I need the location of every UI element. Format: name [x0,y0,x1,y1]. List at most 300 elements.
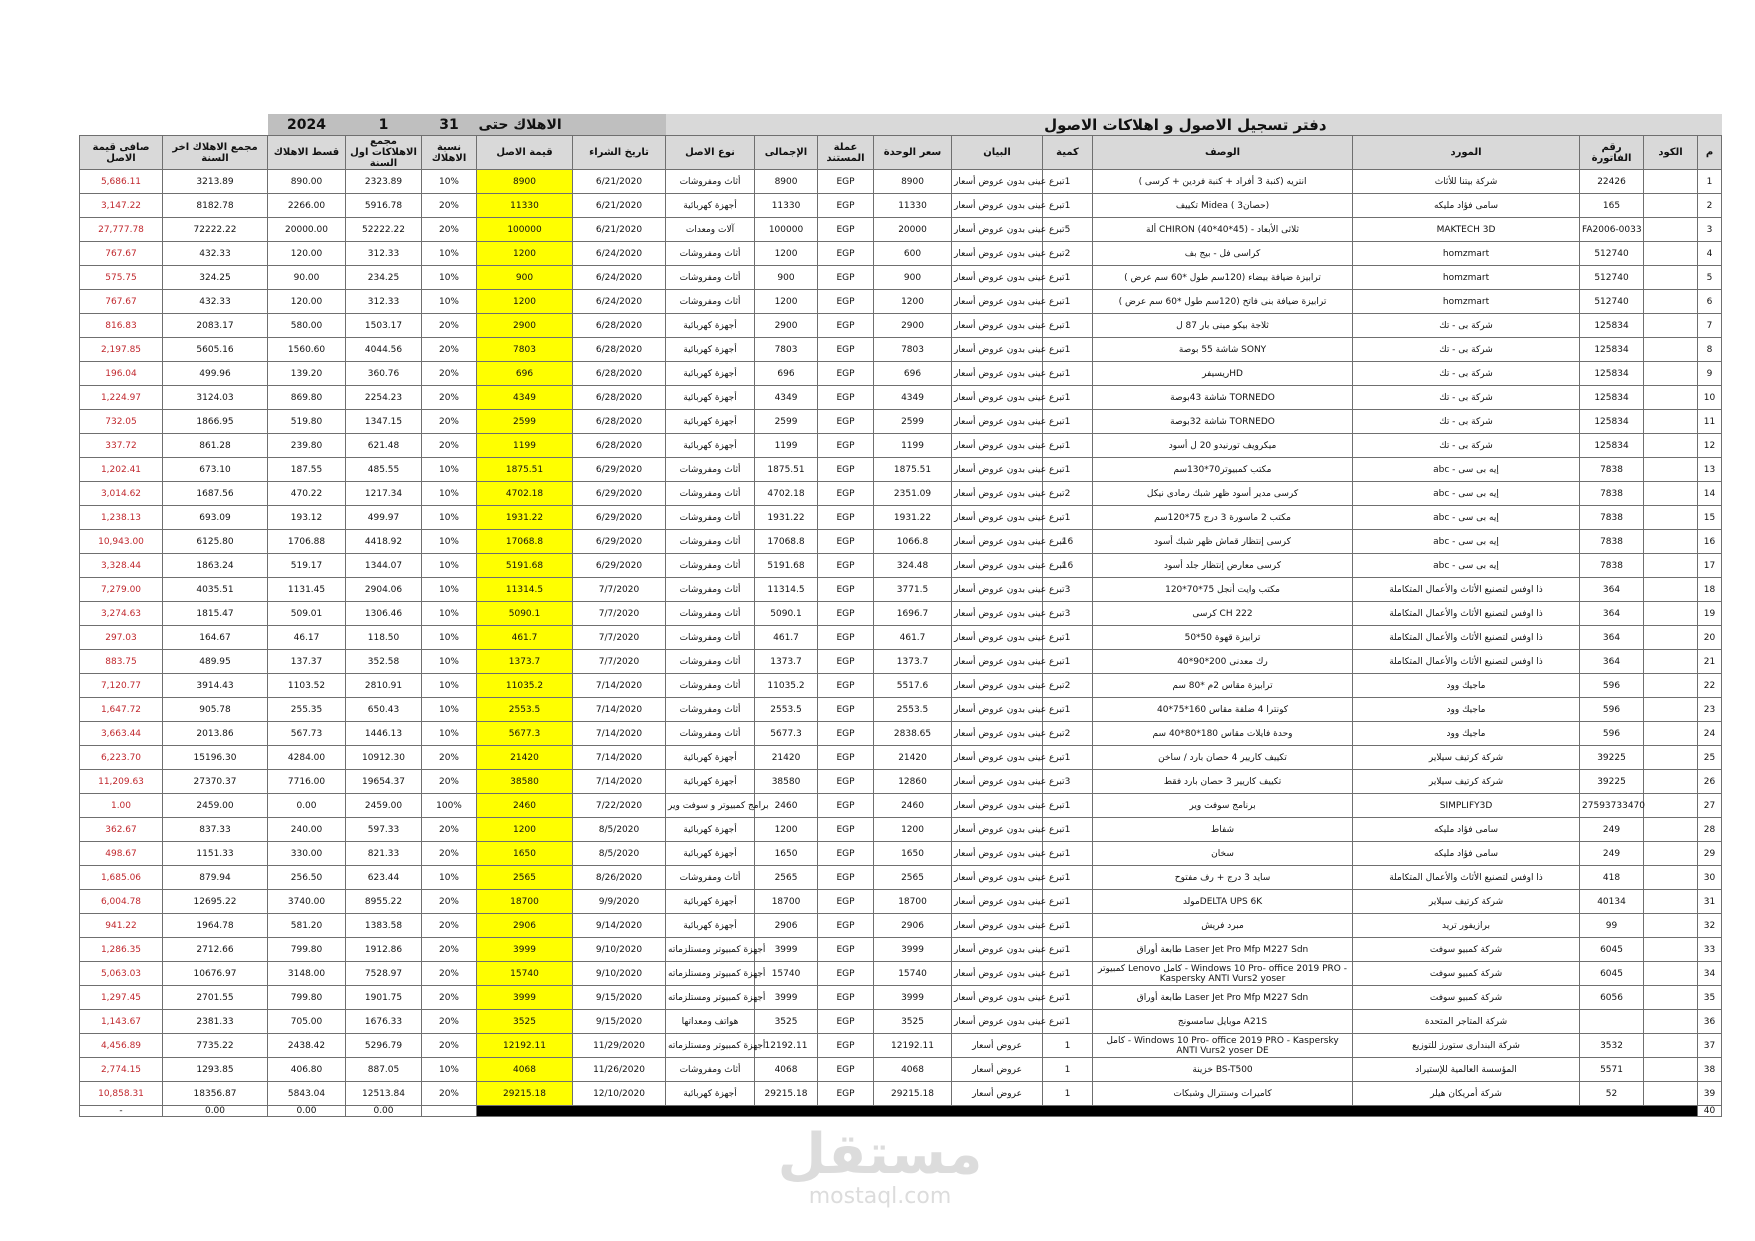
cell-total: 29215.18 [755,1082,818,1106]
cell-statement: تبرع عينى بدون عروض أسعار [952,818,1043,842]
cell-rate: 20% [422,1034,477,1058]
cell-desc: كرسى معارض إنتظار جلد أسود [1093,554,1353,578]
cell-m: 37 [1698,1034,1722,1058]
cell-desc: تكييف كاريير 3 حصان بارد فقط [1093,770,1353,794]
cell-desc: كرسى مدير أسود ظهر شبك رمادى نيكل [1093,482,1353,506]
cell-total: 2599 [755,410,818,434]
table-row [80,986,1722,1010]
cell-qty: 1 [1043,1058,1093,1082]
cell-accum-start: 485.55 [346,458,422,482]
cell-qty: 3 [1043,770,1093,794]
cell-desc: شاشة 32بوصة TORNEDO [1093,410,1353,434]
cell-installment: 580.00 [268,314,346,338]
cell-date: 6/29/2020 [573,554,666,578]
cell-statement: تبرع عينى بدون عروض أسعار [952,362,1043,386]
cell-net: 11,209.63 [80,770,163,794]
cell-date: 9/9/2020 [573,890,666,914]
cell-installment: 1103.52 [268,674,346,698]
cell-net: 6,004.78 [80,890,163,914]
title-row [80,114,1722,136]
cell-unit-price: 29215.18 [874,1082,952,1106]
cell-invoice: 125834 [1580,362,1644,386]
cell-code [1644,530,1698,554]
cell-total: 8900 [755,170,818,194]
table-row [80,962,1722,986]
cell-supplier: شركة كمبيو سوفت [1353,986,1580,1010]
cell-net: 4,456.89 [80,1034,163,1058]
table-row [80,938,1722,962]
cell-statement: تبرع عينى بدون عروض أسعار [952,434,1043,458]
cell-statement: تبرع عينى بدون عروض أسعار [952,746,1043,770]
cell-accum-end: 1815.47 [163,602,268,626]
cell-total: 1931.22 [755,506,818,530]
cell-value: 5677.3 [477,722,573,746]
cell-value: 1931.22 [477,506,573,530]
cell-date: 8/26/2020 [573,866,666,890]
cell-accum-end: 164.67 [163,626,268,650]
cell-qty: 1 [1043,866,1093,890]
cell-net: - [80,1106,163,1117]
cell-desc: رك معدنى 200*90*40 [1093,650,1353,674]
cell-rate: 10% [422,458,477,482]
cell-statement: تبرع عينى بدون عروض أسعار [952,314,1043,338]
cell-supplier: SIMPLIFY3D [1353,794,1580,818]
cell-code [1644,1058,1698,1082]
cell-currency: EGP [818,770,874,794]
cell-statement: تبرع عينى بدون عروض أسعار [952,770,1043,794]
depr-year: 2024 [268,114,346,136]
cell-code [1644,1082,1698,1106]
cell-installment: 90.00 [268,266,346,290]
cell-unit-price: 20000 [874,218,952,242]
cell-net: 3,663.44 [80,722,163,746]
cell-rate: 10% [422,650,477,674]
cell-code [1644,626,1698,650]
cell-installment: 120.00 [268,242,346,266]
cell-date: 6/24/2020 [573,290,666,314]
cell-desc: تكييف كاريير 4 حصان بارد / ساخن [1093,746,1353,770]
cell-statement: تبرع عينى بدون عروض أسعار [952,626,1043,650]
header-date: تاريخ الشراء [573,136,666,170]
cell-asset-type: أجهزة كهربائية [666,194,755,218]
cell-unit-price: 2565 [874,866,952,890]
cell-accum-start: 597.33 [346,818,422,842]
cell-asset-type: أجهزة كمبيوتر ومستلزماته [666,986,755,1010]
cell-total: 11314.5 [755,578,818,602]
cell-installment: 519.80 [268,410,346,434]
cell-date: 6/28/2020 [573,314,666,338]
cell-accum-end: 2381.33 [163,1010,268,1034]
cell-supplier: شركة بى - تك [1353,410,1580,434]
cell-desc: كرسى CH 222 [1093,602,1353,626]
cell-date: 6/24/2020 [573,242,666,266]
cell-value: 4349 [477,386,573,410]
cell-rate: 10% [422,506,477,530]
cell-value: 5191.68 [477,554,573,578]
cell-qty: 5 [1043,218,1093,242]
cell-qty: 1 [1043,962,1093,986]
cell-installment: 256.50 [268,866,346,890]
table-row [80,290,1722,314]
cell-qty: 1 [1043,698,1093,722]
cell-m: 36 [1698,1010,1722,1034]
cell-m: 5 [1698,266,1722,290]
cell-unit-price: 1200 [874,818,952,842]
cell-qty: 1 [1043,650,1093,674]
cell-invoice: 6045 [1580,962,1644,986]
cell-invoice: 3532 [1580,1034,1644,1058]
cell-accum-end: 0.00 [163,1106,268,1117]
cell-desc: ريسيفرHD [1093,362,1353,386]
cell-accum-start: 4418.92 [346,530,422,554]
cell-code [1644,578,1698,602]
cell-accum-end: 1866.95 [163,410,268,434]
cell-total: 100000 [755,218,818,242]
cell-statement: تبرع عينى بدون عروض أسعار [952,338,1043,362]
cell-net: 362.67 [80,818,163,842]
cell-desc: موبايل سامسونج A21S [1093,1010,1353,1034]
cell-code [1644,842,1698,866]
cell-net: 10,943.00 [80,530,163,554]
cell-rate: 10% [422,578,477,602]
table-row [80,722,1722,746]
cell-currency: EGP [818,506,874,530]
cell-date: 6/21/2020 [573,218,666,242]
cell-rate: 20% [422,434,477,458]
cell-code [1644,962,1698,986]
cell-net: 575.75 [80,266,163,290]
cell-asset-type: أجهزة كهربائية [666,890,755,914]
table-row [80,866,1722,890]
cell-net: 883.75 [80,650,163,674]
cell-accum-end: 3914.43 [163,674,268,698]
cell-accum-end: 27370.37 [163,770,268,794]
table-row [80,482,1722,506]
cell-desc: سايد 3 درج + رف مفتوح [1093,866,1353,890]
cell-supplier: شركة بى - تك [1353,338,1580,362]
cell-installment: 3740.00 [268,890,346,914]
cell-total: 2565 [755,866,818,890]
depr-day: 31 [422,114,477,136]
cell-currency: EGP [818,458,874,482]
cell-unit-price: 2351.09 [874,482,952,506]
cell-m: 11 [1698,410,1722,434]
cell-invoice: 418 [1580,866,1644,890]
cell-desc: شاشة 43بوصة TORNEDO [1093,386,1353,410]
cell-asset-type: أجهزة كهربائية [666,770,755,794]
cell-currency: EGP [818,1034,874,1058]
cell-supplier: برازيفور تريد [1353,914,1580,938]
table-row [80,194,1722,218]
cell-accum-start: 623.44 [346,866,422,890]
cell-net: 767.67 [80,290,163,314]
cell-invoice: 125834 [1580,410,1644,434]
cell-rate: 20% [422,1082,477,1106]
cell-m: 2 [1698,194,1722,218]
cell-statement: تبرع عينى بدون عروض أسعار [952,242,1043,266]
cell-installment: 509.01 [268,602,346,626]
cell-qty: 1 [1043,362,1093,386]
cell-currency: EGP [818,314,874,338]
cell-statement: تبرع عينى بدون عروض أسعار [952,866,1043,890]
cell-statement: تبرع عينى بدون عروض أسعار [952,698,1043,722]
cell-asset-type: أثاث ومفروشات [666,530,755,554]
cell-currency: EGP [818,266,874,290]
cell-statement: تبرع عينى بدون عروض أسعار [952,506,1043,530]
cell-date: 9/10/2020 [573,938,666,962]
cell-statement: تبرع عينى بدون عروض أسعار [952,218,1043,242]
cell-date: 7/7/2020 [573,650,666,674]
cell-m: 18 [1698,578,1722,602]
cell-desc: ميكرويف تورنيدو 20 ل أسود [1093,434,1353,458]
table-row [80,1082,1722,1106]
cell-statement: تبرع عينى بدون عروض أسعار [952,722,1043,746]
cell-code [1644,434,1698,458]
cell-rate: 10% [422,1058,477,1082]
cell-date: 7/22/2020 [573,794,666,818]
cell-installment: 3148.00 [268,962,346,986]
cell-m: 29 [1698,842,1722,866]
cell-installment: 20000.00 [268,218,346,242]
cell-unit-price: 3771.5 [874,578,952,602]
cell-unit-price: 1200 [874,290,952,314]
cell-invoice: 364 [1580,602,1644,626]
cell-invoice: 512740 [1580,266,1644,290]
cell-m: 21 [1698,650,1722,674]
cell-value: 1199 [477,434,573,458]
cell-m: 3 [1698,218,1722,242]
cell-code [1644,338,1698,362]
cell-m: 16 [1698,530,1722,554]
cell-m: 32 [1698,914,1722,938]
cell-net: 1,202.41 [80,458,163,482]
cell-m: 1 [1698,170,1722,194]
cell-statement: تبرع عينى بدون عروض أسعار [952,410,1043,434]
cell-qty: 1 [1043,266,1093,290]
cell-supplier: ذا اوفس لتصنيع الأثاث والأعمال المتكاملة [1353,578,1580,602]
cell-unit-price: 900 [874,266,952,290]
cell-qty: 1 [1043,506,1093,530]
cell-currency: EGP [818,386,874,410]
cell-total: 38580 [755,770,818,794]
cell-code [1644,770,1698,794]
cell-accum-end: 324.25 [163,266,268,290]
cell-accum-end: 6125.80 [163,530,268,554]
cell-currency: EGP [818,434,874,458]
cell-date: 7/14/2020 [573,674,666,698]
cell-installment: 5843.04 [268,1082,346,1106]
cell-asset-type: أجهزة كمبيوتر ومستلزماته [666,962,755,986]
cell-invoice: FA2006-0033 [1580,218,1644,242]
cell-invoice: 596 [1580,722,1644,746]
cell-invoice: 596 [1580,674,1644,698]
cell-desc: مكتب كمبيوتر70*130سم [1093,458,1353,482]
cell-accum-end: 861.28 [163,434,268,458]
cell-currency: EGP [818,986,874,1010]
table-row [80,698,1722,722]
table-row [80,914,1722,938]
cell-accum-start: 821.33 [346,842,422,866]
cell-supplier: سامى فؤاد مليكه [1353,818,1580,842]
cell-rate: 20% [422,818,477,842]
cell-supplier: شركة كرتيف سيلاير [1353,746,1580,770]
cell-accum-end: 2701.55 [163,986,268,1010]
cell-value: 11314.5 [477,578,573,602]
cell-invoice: 249 [1580,842,1644,866]
cell-value: 3999 [477,986,573,1010]
cell-currency: EGP [818,890,874,914]
cell-qty: 1 [1043,938,1093,962]
cell-accum-start: 1306.46 [346,602,422,626]
cell-asset-type: أجهزة كهربائية [666,1082,755,1106]
cell-m: 25 [1698,746,1722,770]
cell-net: 5,063.03 [80,962,163,986]
table-row [80,458,1722,482]
cell-currency: EGP [818,1010,874,1034]
cell-net: 27,777.78 [80,218,163,242]
table-row [80,626,1722,650]
cell-code [1644,650,1698,674]
cell-total: 1875.51 [755,458,818,482]
cell-supplier: MAKTECH 3D [1353,218,1580,242]
cell-total: 2553.5 [755,698,818,722]
cell-m: 33 [1698,938,1722,962]
cell-total: 1200 [755,242,818,266]
cell-accum-start: 621.48 [346,434,422,458]
cell-net: 196.04 [80,362,163,386]
cell-total: 1200 [755,818,818,842]
cell-installment: 46.17 [268,626,346,650]
cell-total: 21420 [755,746,818,770]
cell-rate: 20% [422,962,477,986]
cell-accum-end: 3213.89 [163,170,268,194]
cell-desc: مكتب 2 ماسورة 3 درج 75*120سم [1093,506,1353,530]
cell-accum-end: 1863.24 [163,554,268,578]
cell-accum-start: 1446.13 [346,722,422,746]
cell-invoice: 125834 [1580,386,1644,410]
cell-statement: تبرع عينى بدون عروض أسعار [952,578,1043,602]
cell-statement: تبرع عينى بدون عروض أسعار [952,386,1043,410]
table-row [80,1010,1722,1034]
cell-supplier: سامى فؤاد مليكه [1353,842,1580,866]
cell-invoice: 7838 [1580,530,1644,554]
cell-unit-price: 12860 [874,770,952,794]
table-row [80,794,1722,818]
cell-supplier: سامى فؤاد مليكه [1353,194,1580,218]
cell-rate: 10% [422,530,477,554]
cell-net: 732.05 [80,410,163,434]
cell-asset-type: أثاث ومفروشات [666,170,755,194]
cell-rate: 10% [422,626,477,650]
table-row [80,890,1722,914]
cell-asset-type: أثاث ومفروشات [666,722,755,746]
cell-unit-price: 8900 [874,170,952,194]
depr-label: الاهلاك حتى [477,114,666,136]
cell-installment: 120.00 [268,290,346,314]
cell-unit-price: 2838.65 [874,722,952,746]
cell-statement: عروض أسعار [952,1058,1043,1082]
cell-total: 7803 [755,338,818,362]
header-m: م [1698,136,1722,170]
cell-qty: 2 [1043,722,1093,746]
cell-qty: 16 [1043,530,1093,554]
cell-qty: 1 [1043,338,1093,362]
sheet-title: دفتر تسجيل الاصول و اهلاكات الاصول [666,114,1722,136]
cell-code [1644,818,1698,842]
table-row [80,1058,1722,1082]
cell-asset-type: أثاث ومفروشات [666,650,755,674]
cell-currency: EGP [818,554,874,578]
cell-statement: تبرع عينى بدون عروض أسعار [952,290,1043,314]
cell-supplier: شركة أمريكان هيلر [1353,1082,1580,1106]
cell-supplier: homzmart [1353,242,1580,266]
cell-qty: 1 [1043,626,1093,650]
cell-accum-end: 499.96 [163,362,268,386]
cell-invoice: 165 [1580,194,1644,218]
watermark-logo [770,1122,990,1209]
cell-asset-type: أجهزة كهربائية [666,746,755,770]
cell-qty: 1 [1043,434,1093,458]
cell-total: 1199 [755,434,818,458]
asset-register-sheet [79,114,1721,1117]
cell-currency: EGP [818,242,874,266]
cell-supplier: abc - إيه بى سى [1353,506,1580,530]
cell-unit-price: 1696.7 [874,602,952,626]
cell-invoice: 364 [1580,650,1644,674]
cell-code [1644,914,1698,938]
table-row [80,218,1722,242]
cell-installment: 890.00 [268,170,346,194]
cell-net: 1,224.97 [80,386,163,410]
cell-desc: مكتب وايت أنجل 75*70*120 [1093,578,1353,602]
cell-code [1644,362,1698,386]
table-row [80,362,1722,386]
cell-currency: EGP [818,626,874,650]
cell-unit-price: 696 [874,362,952,386]
cell-value: 1200 [477,290,573,314]
table-row [80,434,1722,458]
cell-date: 6/28/2020 [573,362,666,386]
cell-net: 7,120.77 [80,674,163,698]
cell-accum-end: 1293.85 [163,1058,268,1082]
cell-m: 39 [1698,1082,1722,1106]
cell-accum-end: 879.94 [163,866,268,890]
cell-net: 3,147.22 [80,194,163,218]
cell-asset-type: أجهزة كهربائية [666,818,755,842]
cell-rate: 20% [422,938,477,962]
cell-total: 2460 [755,794,818,818]
cell-rate: 10% [422,242,477,266]
cell-supplier: شركة كمبيو سوفت [1353,938,1580,962]
cell-statement: تبرع عينى بدون عروض أسعار [952,794,1043,818]
cell-installment: 139.20 [268,362,346,386]
cell-rate: 20% [422,362,477,386]
cell-asset-type: أثاث ومفروشات [666,290,755,314]
cell-m: 13 [1698,458,1722,482]
cell-accum-end: 2459.00 [163,794,268,818]
cell-qty: 1 [1043,986,1093,1010]
header-total: الإجمالى [755,136,818,170]
cell-net: 297.03 [80,626,163,650]
cell-code [1644,794,1698,818]
cell-accum-start: 650.43 [346,698,422,722]
cell-qty: 1 [1043,842,1093,866]
cell-accum-start: 52222.22 [346,218,422,242]
table-row [80,266,1722,290]
cell-qty: 1 [1043,314,1093,338]
cell-asset-type: أثاث ومفروشات [666,626,755,650]
cell-accum-start: 887.05 [346,1058,422,1082]
